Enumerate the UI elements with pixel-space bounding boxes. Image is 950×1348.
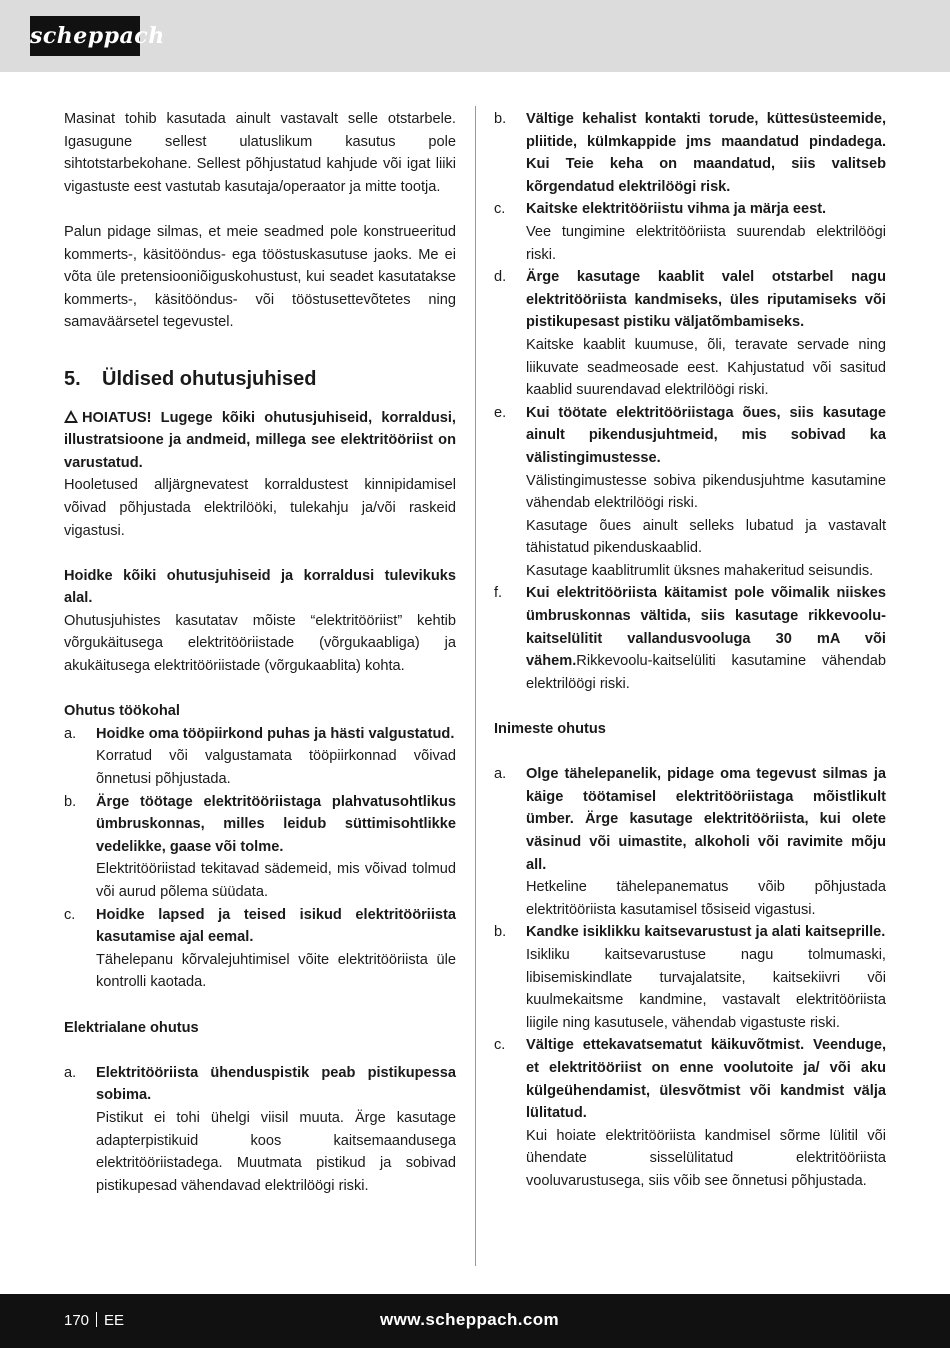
list-item xyxy=(494,266,886,402)
person-safety-title: Inimeste ohutus xyxy=(494,721,606,738)
item-bold-text: Ärge töötage elektritööriistaga plahvatusohtlikus ümbruskonnas, milles leidub süttimisohtlikke vedelikke, gaase või tolme. xyxy=(96,793,456,855)
item-text: Tähelepanu kõrvalejuhtimisel võite elektritööriista üle kontrolli kaotada. xyxy=(96,951,456,991)
section-number: 5. xyxy=(64,367,81,390)
item-text: Isikliku kaitsevarustuse nagu tolmumaski, libisemiskindlate turvajalatsite, kaitsekiivri või kuulmekaitsme kandmine, vastavalt elektritööriista liigile ning kasutusele, vähendab vigastuste riski. xyxy=(526,946,886,1031)
item-bold-text: Ärge kasutage kaablit valel otstarbel nagu elektritööriista kandmiseks, üles riputamiseks või pistikupesast pistiku väljatõmbamiseks. xyxy=(526,269,886,331)
item-bold-text: Vältige ettekavatsematut käikuvõtmist. Veenduge, et elektritööriist on enne voolutoite ja/ või aku külgeühendamist, ülesvõtmist või kandmist välja lülitatud. xyxy=(526,1037,886,1122)
item-label: f. xyxy=(494,585,503,602)
brand-logo: scheppach xyxy=(30,16,140,56)
item-text: Kasutage kaablitrumlit üksnes mahakeritud seisundis. xyxy=(526,562,874,579)
list-item xyxy=(494,402,886,583)
right-column xyxy=(494,108,886,1193)
item-label: c. xyxy=(494,1037,506,1054)
item-label: b. xyxy=(494,111,507,127)
item-label: a. xyxy=(494,766,507,783)
item-text: Hetkeline tähelepanematus võib põhjustada elektritööriista kasutamisel tõsiseid vigastusi. xyxy=(526,879,886,918)
item-label: e. xyxy=(494,404,507,421)
workplace-safety-title: Ohutus töökohal xyxy=(64,703,180,720)
list-item xyxy=(494,763,886,921)
section-title: Üldised ohutusjuhised xyxy=(102,367,317,390)
item-text: Kaitske kaablit kuumuse, õli, teravate servade ning liikuvate seadmeosade eest. Kahjustatud või sasitud kaablid suurendavad elektrilöögi riski. xyxy=(526,336,886,399)
section-heading xyxy=(64,365,456,393)
warning-block xyxy=(64,407,456,475)
keep-instructions-text: Ohutusjuhistes kasutatav mõiste “elektritööriist” kehtib võrgukäitusega elektritööriistade (võrgukaabliga) ja akukäitusega elektritööriistade (võrgukaablita) kohta. xyxy=(64,612,456,675)
website-link[interactable]: www.scheppach.com xyxy=(380,1310,560,1329)
column-divider xyxy=(475,106,476,1266)
page-number-block xyxy=(64,1310,124,1332)
list-item xyxy=(494,921,886,1034)
item-bold-text: Kui töötate elektritööriistaga õues, siis kasutage ainult pikendusjuhtmeid, mis sobivad ka välistingimustesse. xyxy=(526,404,886,466)
list-item xyxy=(494,1034,886,1192)
item-text: Pistikut ei tohi ühelgi viisil muuta. Ärge kasutage adapterpistikuid koos kaitsemaandusega elektritööriistadega. Muutmata pistikud ja sobivad pistikupesad vähendavad elektrilöögi riski. xyxy=(96,1109,456,1194)
item-bold-text: Olge tähelepanelik, pidage oma tegevust silmas ja käige töötamisel elektritööriistaga mõistlikult ümber. Ärge kasutage elektritööriista, kui olete väsinud või uimastite, alkoholi või ravimite mõju all. xyxy=(526,766,886,873)
item-text: Korratud või valgustamata tööpiirkonnad võivad õnnetusi põhjustada. xyxy=(96,748,456,788)
list-item xyxy=(494,108,886,198)
item-label: a. xyxy=(64,1064,77,1081)
list-item xyxy=(64,1062,456,1198)
list-item xyxy=(494,582,886,695)
item-bold-text: Vältige kehalist kontakti torude, küttesüsteemide, pliitide, külmkappide jms maandatud pindadega. Kui Teie keha on maandatud, siis valitseb kõrgendatud elektrilöögi risk. xyxy=(526,111,886,195)
item-bold-text: Kandke isiklikku kaitsevarustust ja alati kaitseprille. xyxy=(526,924,886,941)
footer-separator xyxy=(96,1312,97,1327)
language-code: EE xyxy=(104,1312,125,1329)
list-item xyxy=(64,723,456,791)
warning-triangle-icon xyxy=(64,410,78,423)
item-bold-text: Hoidke oma tööpiirkond puhas ja hästi valgustatud. xyxy=(96,725,455,742)
left-column xyxy=(64,108,456,1197)
warning-text: Hooletused alljärgnevatest korraldustest kinnipidamisel võivad põhjustada elektrilööki, tulekahju ja/või raskeid vigastusi. xyxy=(64,477,456,539)
item-bold-text: Kaitske elektritööriistu vihma ja märja eest. xyxy=(526,201,827,218)
item-label: d. xyxy=(494,269,507,286)
intro-paragraph-1: Masinat tohib kasutada ainult vastavalt selle otstarbele. Igasugune sellest ulatuslikum kasutus pole sihtotstarbekohane. Sellest põhjustatud kahjude või igat liiki vigastuste eest vastutab kasutaja/operaator ja mitte tootja. xyxy=(64,111,456,195)
item-label: b. xyxy=(494,924,507,941)
page-number: 170 xyxy=(64,1312,90,1329)
item-text: Vee tungimine elektritööriista suurendab elektrilöögi riski. xyxy=(526,223,886,263)
item-combined-text xyxy=(526,582,886,695)
intro-paragraph-2: Palun pidage silmas, et meie seadmed pole konstrueeritud kommerts-, käsitööndus- ega tööstuskasutuse jaoks. Me ei võta üle pretensiooniõiguskohustust, kui seadet kasutatakse kommerts-, käsitööndus- või tööstusettevõtetes ning samaväärsetel tegevustel. xyxy=(64,223,456,331)
item-label: a. xyxy=(64,725,77,742)
item-text: Kui hoiate elektritööriista kandmisel sõrme lülitil või ühendate sisselülitatud elektritööriista vooluvarustusega, siis võib see õnnetusi põhjustada. xyxy=(526,1127,886,1189)
item-text: Välistingimustesse sobiva pikendusjuhtme kasutamine vähendab elektrilöögi riski. xyxy=(526,472,886,512)
item-label: c. xyxy=(64,906,76,923)
item-label: b. xyxy=(64,793,77,810)
list-item xyxy=(64,791,456,904)
list-item xyxy=(494,198,886,266)
page-footer xyxy=(0,1294,950,1348)
list-item xyxy=(64,904,456,994)
electrical-safety-title: Elektrialane ohutus xyxy=(64,1019,199,1036)
page-header xyxy=(0,0,950,72)
item-text: Rikkevoolu-kaitselüliti kasutamine vähendab elektrilöögi riski. xyxy=(526,653,886,692)
item-text: Elektritööriistad tekitavad sädemeid, mis võivad tolmud või aurud põlema süüdata. xyxy=(96,861,456,900)
item-text: Kasutage õues ainult selleks lubatud ja vastavalt tähistatud pikenduskaablid. xyxy=(526,517,886,557)
item-bold-text: Elektritööriista ühenduspistik peab pistikupessa sobima. xyxy=(96,1064,456,1104)
item-bold-text: Kui elektritööriista käitamist pole võimalik niiskes ümbruskonnas vältida, siis kasutage rikkevoolu-kaitselülitit vallandusvooluga 30 mA või vähem. xyxy=(526,585,886,670)
item-bold-text: Hoidke lapsed ja teised isikud elektritööriista kasutamise ajal eemal. xyxy=(96,906,456,946)
warning-bold-text: HOIATUS! Lugege kõiki ohutusjuhiseid, korraldusi, illustratsioone ja andmeid, millega see elektritööriist on varustatud. xyxy=(64,409,456,471)
keep-instructions-bold: Hoidke kõiki ohutusjuhiseid ja korraldusi tulevikuks alal. xyxy=(64,567,456,607)
item-label: c. xyxy=(494,201,506,218)
